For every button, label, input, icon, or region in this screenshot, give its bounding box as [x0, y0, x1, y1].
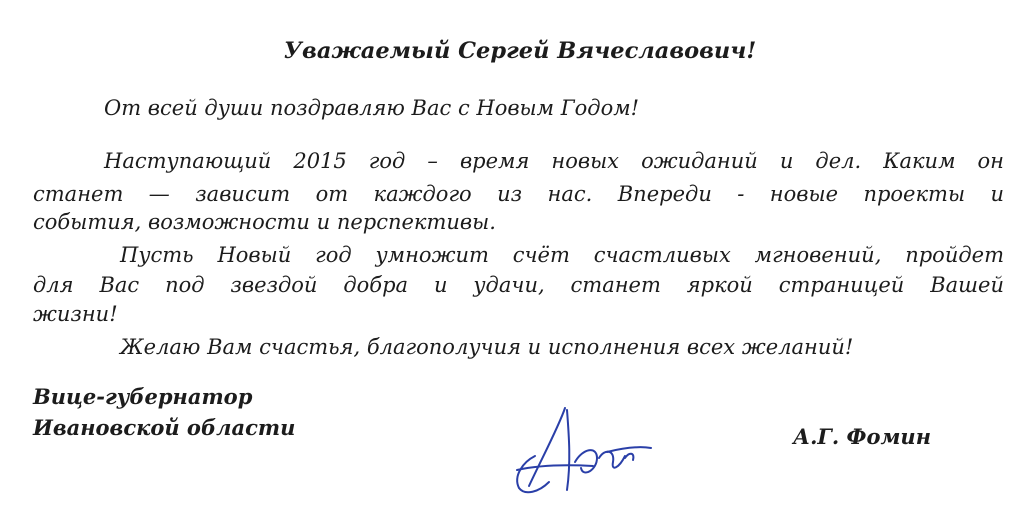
signature-stroke	[607, 447, 651, 452]
salutation: Уважаемый Сергей Вячеславович!	[283, 38, 757, 64]
paragraph-1-line-3: события, возможности и перспективы.	[33, 210, 496, 234]
signature-stroke	[575, 450, 597, 472]
signatory-name: А.Г. Фомин	[793, 424, 932, 449]
position-line-1: Вице-губернатор	[33, 384, 253, 409]
signature-stroke	[529, 408, 565, 486]
signature-stroke	[625, 454, 633, 460]
handwritten-signature	[505, 396, 655, 506]
paragraph-2-line-2: для Вас под звездой добра и удачи, станет яркой страницей Вашей	[33, 273, 1004, 297]
closing-wish: Желаю Вам счастья, благополучия и исполнения всех желаний!	[120, 335, 854, 359]
signature-stroke	[567, 410, 569, 490]
greeting-line: От всей души поздравляю Вас с Новым Годом!	[104, 96, 640, 120]
signature-stroke	[517, 456, 549, 492]
position-line-2: Ивановской области	[33, 415, 296, 440]
signatory-position	[33, 381, 295, 443]
paragraph-2-line-3: жизни!	[33, 302, 118, 326]
signature-stroke	[599, 452, 625, 468]
paragraph-2-line-1: Пусть Новый год умножит счёт счастливых мгновений, пройдет	[120, 243, 1004, 267]
paragraph-1-line-2: станет — зависит от каждого из нас. Впереди - новые проекты и	[33, 182, 1004, 206]
paragraph-1-line-1: Наступающий 2015 год – время новых ожиданий и дел. Каким он	[104, 149, 1004, 173]
